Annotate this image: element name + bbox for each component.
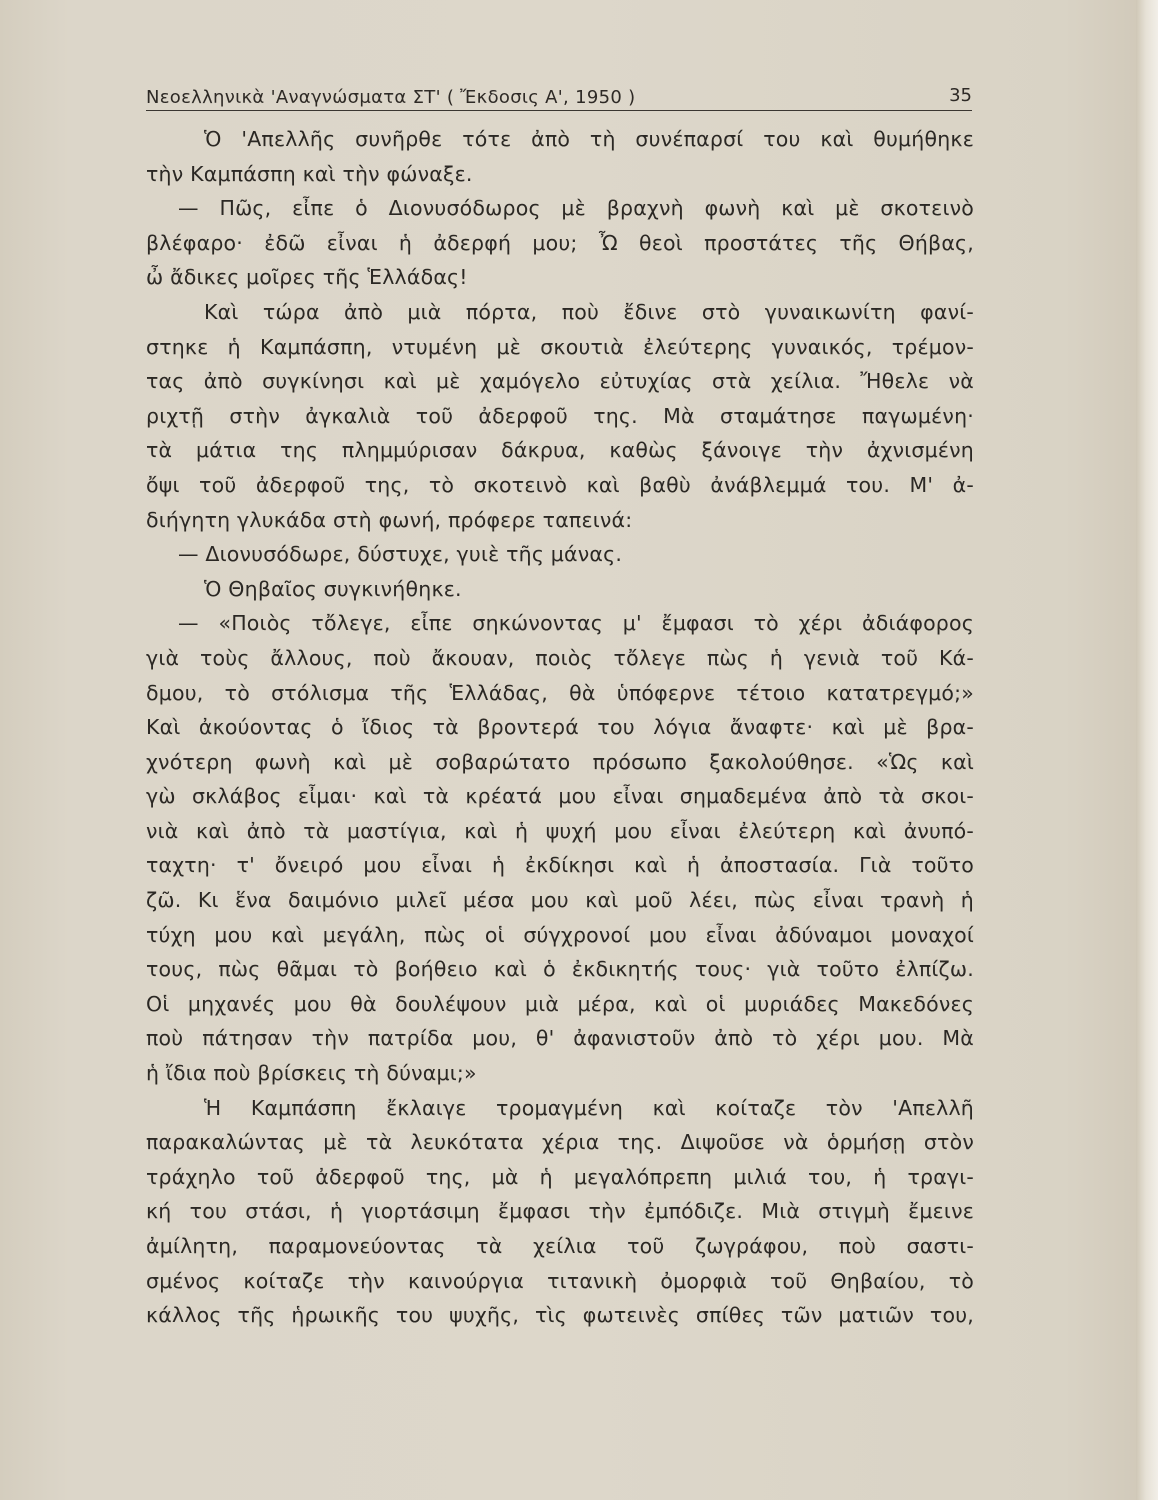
text-line: Καὶ ἀκούοντας ὁ ἴδιος τὰ βροντερά του λόγια ἄναφτε· καὶ μὲ βρα- (146, 715, 974, 740)
text-line: — Διονυσόδωρε, δύστυχε, γυιὲ τῆς μάνας. (178, 542, 623, 567)
text-line: τύχη μου καὶ μεγάλη, πὼς οἱ σύγχρονοί μου εἶναι ἀδύναμοι μοναχοί (146, 922, 974, 947)
text-line: κή του στάσι, ἡ γιορτάσιμη ἔμφασι τὴν ἐμπόδιζε. Μιὰ στιγμὴ ἔμεινε (146, 1199, 974, 1224)
text-line: — Πῶς, εἶπε ὁ Διονυσόδωρος μὲ βραχνὴ φωνὴ καὶ μὲ σκοτεινὸ (178, 196, 974, 221)
text-line: — «Ποιὸς τὄλεγε, εἶπε σηκώνοντας μ' ἔμφασι τὸ χέρι ἀδιάφορος (178, 611, 974, 636)
running-header (146, 78, 972, 111)
text-line: ριχτῇ στὴν ἀγκαλιὰ τοῦ ἀδερφοῦ της. Μὰ σταμάτησε παγωμένη· (146, 403, 974, 428)
text-line: τους, πὼς θᾶμαι τὸ βοήθειο καὶ ὁ ἐκδικητής τους· γιὰ τοῦτο ἐλπίζω. (146, 957, 974, 982)
text-line: τας ἀπὸ συγκίνησι καὶ μὲ χαμόγελο εὐτυχίας στὰ χείλια. Ἤθελε νὰ (146, 369, 974, 394)
text-line: Ὁ 'Απελλῆς συνῆρθε τότε ἀπὸ τὴ συνέπαρσί του καὶ θυμήθηκε (204, 127, 974, 151)
text-line: κάλλος τῆς ἡρωικῆς του ψυχῆς, τὶς φωτεινὲς σπίθες τῶν ματιῶν του, (146, 1303, 974, 1328)
text-line: ζῶ. Κι ἕνα δαιμόνιο μιλεῖ μέσα μου καὶ μοῦ λέει, πὼς εἶναι τρανὴ ἡ (146, 888, 974, 913)
text-line: Ὁ Θηβαῖος συγκινήθηκε. (204, 576, 462, 601)
text-line: Καὶ τώρα ἀπὸ μιὰ πόρτα, ποὺ ἔδινε στὸ γυναικωνίτη φανί- (204, 299, 974, 324)
text-line: διήγητη γλυκάδα στὴ φωνή, πρόφερε ταπεινά: (146, 507, 633, 532)
text-line: χνότερη φωνὴ καὶ μὲ σοβαρώτατο πρόσωπο ξακολούθησε. «Ὡς καὶ (146, 749, 974, 774)
text-line: γὼ σκλάβος εἶμαι· καὶ τὰ κρέατά μου εἶναι σημαδεμένα ἀπὸ τὰ σκοι- (146, 784, 974, 809)
text-line: Ἡ Καμπάσπη ἔκλαιγε τρομαγμένη καὶ κοίταζε τὸν 'Απελλῆ (204, 1095, 974, 1120)
body-text (146, 122, 974, 1333)
text-line: ἀμίλητη, παραμονεύοντας τὰ χείλια τοῦ ζωγράφου, ποὺ σαστι- (146, 1234, 974, 1258)
text-line: ὄψι τοῦ ἀδερφοῦ της, τὸ σκοτεινὸ καὶ βαθὺ ἀνάβλεμμά του. Μ' ἀ- (146, 472, 974, 497)
text-line: ταχτη· τ' ὄνειρό μου εἶναι ἡ ἐκδίκησι καὶ ἡ ἀποστασία. Γιὰ τοῦτο (146, 853, 974, 878)
text-line: σμένος κοίταζε τὴν καινούργια τιτανικὴ ὀμορφιὰ τοῦ Θηβαίου, τὸ (146, 1268, 974, 1293)
page-number: 35 (949, 85, 972, 106)
text-line: νιὰ καὶ ἀπὸ τὰ μαστίγια, καὶ ἡ ψυχή μου εἶναι ἐλεύτερη καὶ ἀνυπό- (146, 818, 974, 843)
text-line: Οἱ μηχανές μου θὰ δουλέψουν μιὰ μέρα, καὶ οἱ μυριάδες Μακεδόνες (146, 991, 974, 1016)
text-line: δμου, τὸ στόλισμα τῆς Ἑλλάδας, θὰ ὑπόφερνε τέτοιο κατατρεγμό;» (146, 680, 974, 705)
text-line: τὰ μάτια της πλημμύρισαν δάκρυα, καθὼς ξάνοιγε τὴν ἀχνισμένη (146, 438, 974, 463)
text-line: στηκε ἡ Καμπάσπη, ντυμένη μὲ σκουτιὰ ἐλεύτερης γυναικός, τρέμον- (146, 334, 974, 359)
text-line: τὴν Καμπάσπη καὶ τὴν φώναξε. (146, 161, 473, 186)
text-line: παρακαλώντας μὲ τὰ λευκότατα χέρια της. Διψοῦσε νὰ ὁρμήσῃ στὸν (146, 1130, 974, 1155)
text-line: γιὰ τοὺς ἄλλους, ποὺ ἄκουαν, ποιὸς τὄλεγε πὼς ἡ γενιὰ τοῦ Κά- (146, 645, 974, 670)
text-line: βλέφαρο· ἐδῶ εἶναι ἡ ἀδερφή μου; Ὦ θεοὶ προστάτες τῆς Θήβας, (146, 230, 974, 255)
text-line: ὦ ἄδικες μοῖρες τῆς Ἑλλάδας! (146, 265, 468, 290)
text-line: ποὺ πάτησαν τὴν πατρίδα μου, θ' ἀφανιστοῦν ἀπὸ τὸ χέρι μου. Μὰ (146, 1026, 974, 1051)
text-line: ἡ ἴδια ποὺ βρίσκεις τὴ δύναμι;» (146, 1061, 477, 1086)
page-edge-shadow (1136, 0, 1158, 1500)
text-line: τράχηλο τοῦ ἀδερφοῦ της, μὰ ἡ μεγαλόπρεπη μιλιά του, ἡ τραγι- (146, 1164, 974, 1189)
header-title: Νεοελληνικὰ 'Αναγνώσματα ΣΤ' ( Ἔκδοσις Α', 1950 ) (146, 87, 636, 108)
